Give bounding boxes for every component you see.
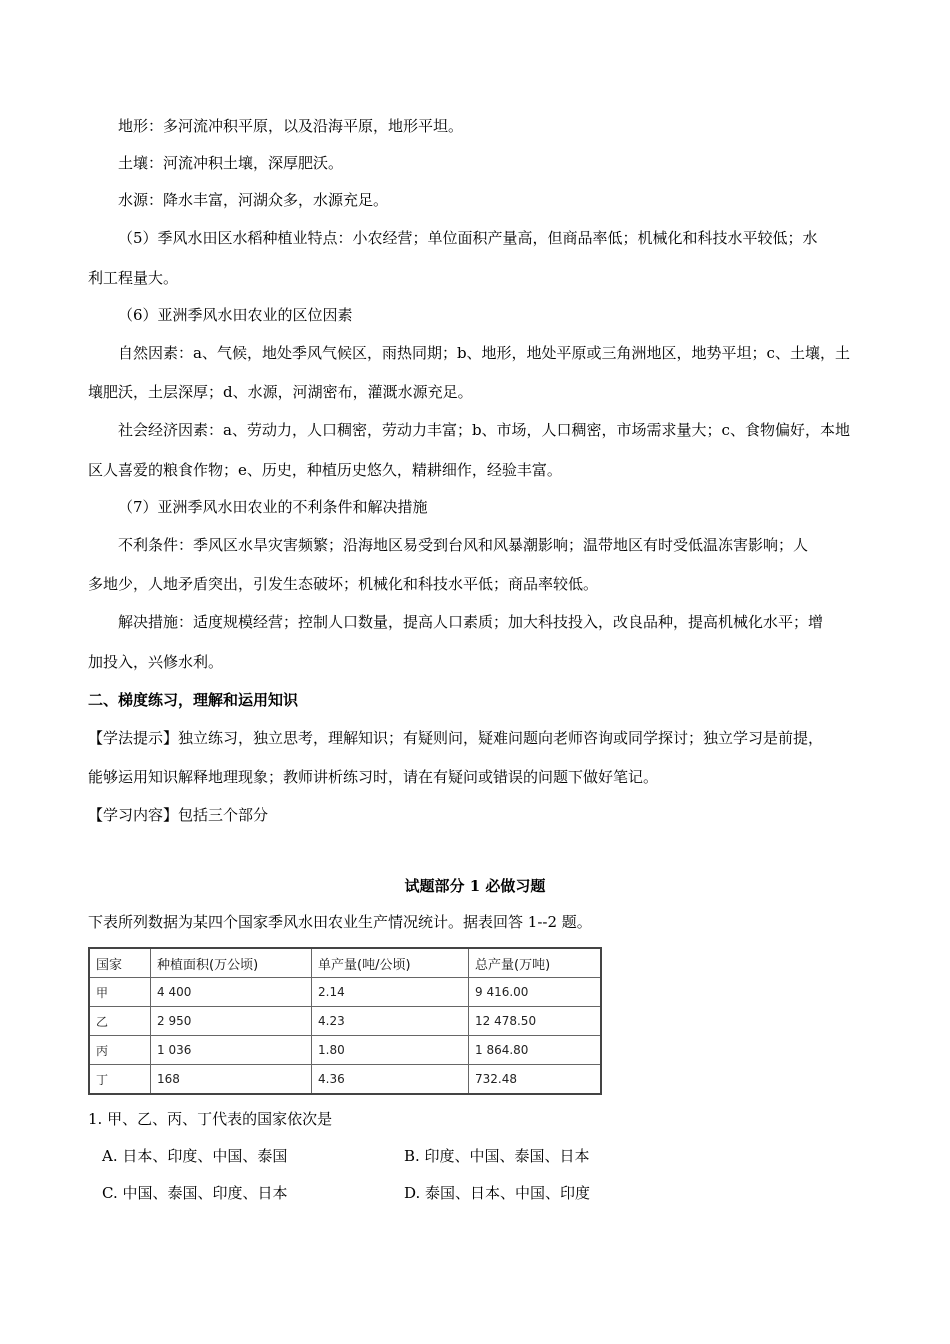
study-tip-line-2: 能够运用知识解释地理现象；教师讲析练习时，请在有疑问或错误的问题下做好笔记。	[88, 768, 659, 786]
paragraph-6-title: （6）亚洲季风水田农业的区位因素	[118, 306, 353, 324]
cell-yield: 4.23	[312, 1007, 469, 1036]
cell-total: 732.48	[469, 1065, 602, 1095]
cell-total: 1 864.80	[469, 1036, 602, 1065]
cell-area: 4 400	[151, 978, 312, 1007]
water-line: 水源：降水丰富，河湖众多，水源充足。	[118, 191, 389, 209]
production-table	[88, 947, 602, 1095]
natural-factors-line-1: 自然因素：a、气候，地处季风气候区，雨热同期；b、地形，地处平原或三角洲地区，地势平坦；c、土壤，土	[118, 344, 850, 362]
study-tip-line-1: 【学法提示】独立练习，独立思考，理解知识；有疑则问，疑难问题向老师咨询或同学探讨；独立学习是前提，	[88, 729, 824, 747]
cell-total: 12 478.50	[469, 1007, 602, 1036]
disadvantages-line-1: 不利条件：季风区水旱灾害频繁；沿海地区易受到台风和风暴潮影响；温带地区有时受低温冻害影响；人	[118, 536, 809, 554]
terrain-line: 地形：多河流冲积平原，以及沿海平原，地形平坦。	[118, 117, 464, 135]
cell-area: 2 950	[151, 1007, 312, 1036]
cell-country: 丁	[89, 1065, 151, 1095]
question-1-option-a[interactable]: A. 日本、印度、中国、泰国	[102, 1147, 288, 1165]
table-row	[89, 978, 601, 1007]
study-content-line: 【学习内容】包括三个部分	[88, 806, 269, 824]
header-area: 种植面积(万公顷)	[151, 948, 312, 978]
cell-area: 168	[151, 1065, 312, 1095]
header-yield: 单产量(吨/公顷)	[312, 948, 469, 978]
cell-total: 9 416.00	[469, 978, 602, 1007]
social-factors-line-1: 社会经济因素：a、劳动力，人口稠密，劳动力丰富；b、市场，人口稠密，市场需求量大；c、食物偏好，本地	[118, 421, 850, 439]
solutions-line-1: 解决措施：适度规模经营；控制人口数量，提高人口素质；加大科技投入，改良品种，提高机械化水平；增	[118, 613, 824, 631]
social-factors-line-2: 区人喜爱的粮食作物；e、历史，种植历史悠久，精耕细作，经验丰富。	[88, 461, 562, 479]
cell-country: 乙	[89, 1007, 151, 1036]
table-row	[89, 1065, 601, 1095]
question-1-option-c[interactable]: C. 中国、泰国、印度、日本	[102, 1184, 288, 1202]
natural-factors-line-2: 壤肥沃，土层深厚；d、水源，河湖密布，灌溉水源充足。	[88, 383, 473, 401]
cell-yield: 2.14	[312, 978, 469, 1007]
cell-yield: 1.80	[312, 1036, 469, 1065]
table-row	[89, 1007, 601, 1036]
cell-yield: 4.36	[312, 1065, 469, 1095]
table-intro-line: 下表所列数据为某四个国家季风水田农业生产情况统计。据表回答 1--2 题。	[88, 913, 592, 931]
disadvantages-line-2: 多地少，人地矛盾突出，引发生态破坏；机械化和科技水平低；商品率较低。	[88, 575, 599, 593]
solutions-line-2: 加投入，兴修水利。	[88, 653, 224, 671]
cell-country: 丙	[89, 1036, 151, 1065]
table-row	[89, 1036, 601, 1065]
question-1-stem: 1. 甲、乙、丙、丁代表的国家依次是	[88, 1110, 333, 1128]
part-1-heading: 试题部分 1 必做习题	[404, 877, 546, 895]
cell-area: 1 036	[151, 1036, 312, 1065]
table-header-row	[89, 948, 601, 978]
soil-line: 土壤：河流冲积土壤，深厚肥沃。	[118, 154, 344, 172]
header-country: 国家	[89, 948, 151, 978]
paragraph-5-line-1: （5）季风水田区水稻种植业特点：小农经营；单位面积产量高，但商品率低；机械化和科技水平较低；水	[118, 229, 818, 247]
section-2-heading: 二、梯度练习，理解和运用知识	[88, 691, 299, 709]
paragraph-5-line-2: 利工程量大。	[88, 269, 179, 287]
question-1-option-d[interactable]: D. 泰国、日本、中国、印度	[404, 1184, 591, 1202]
cell-country: 甲	[89, 978, 151, 1007]
header-total: 总产量(万吨)	[469, 948, 602, 978]
question-1-option-b[interactable]: B. 印度、中国、泰国、日本	[404, 1147, 590, 1165]
paragraph-7-title: （7）亚洲季风水田农业的不利条件和解决措施	[118, 498, 428, 516]
